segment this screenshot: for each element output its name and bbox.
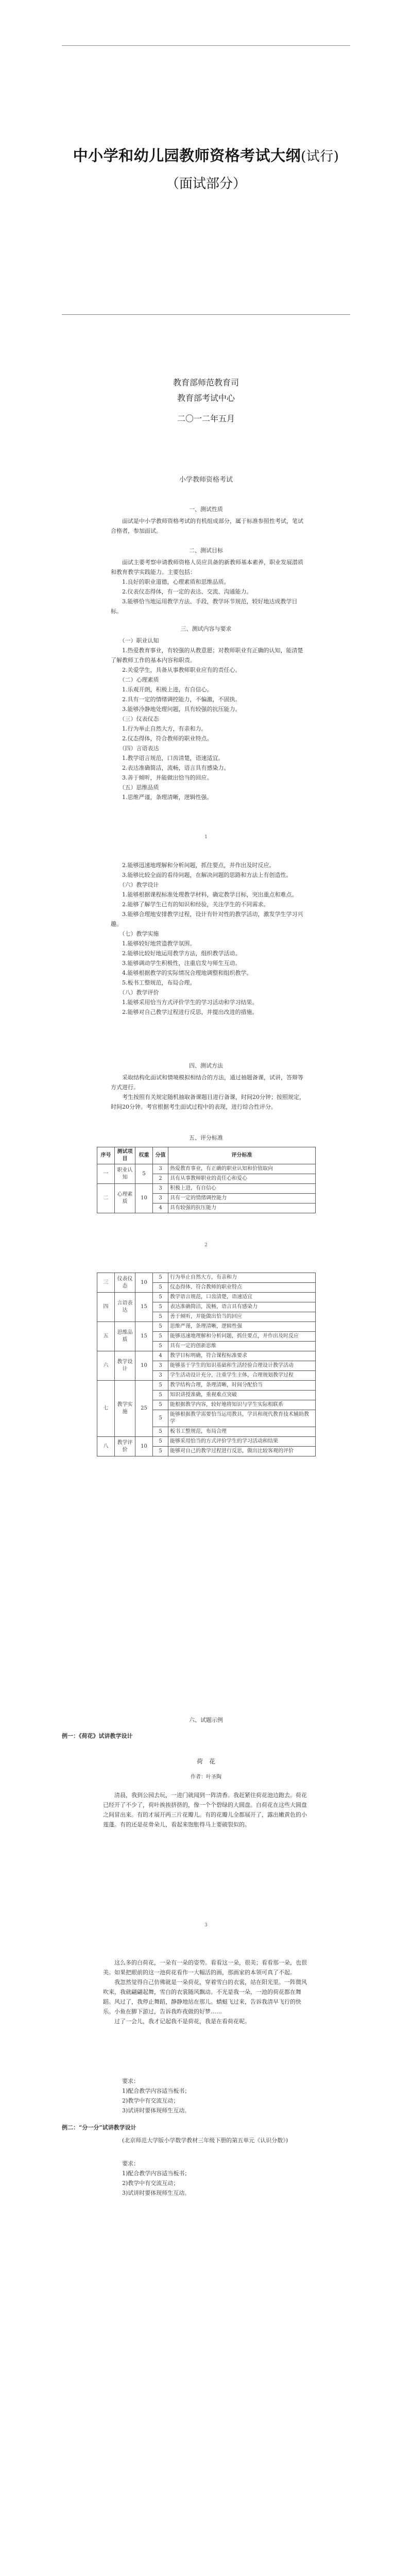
cell-points: 5 xyxy=(153,1332,168,1342)
p2-item: 3.能够合理地安排教学过程，设计有针对性的教学活动，激发学生学习兴趣。 xyxy=(111,911,303,927)
poem-author: 作者：叶圣陶 xyxy=(191,1774,221,1780)
cell-item: 教学评价 xyxy=(115,1437,135,1456)
cell-points: 5 xyxy=(153,1302,168,1312)
cell-criteria: 具有一定的情绪调控能力 xyxy=(168,1194,316,1204)
p2-item: 2.能够比较好地运用教学方法，组织教学活动。 xyxy=(122,950,241,957)
table-row xyxy=(97,1293,316,1302)
s3-item: 3.善于倾听，并能做出恰当的回应。 xyxy=(122,774,213,781)
cell-points: 5 xyxy=(153,1447,168,1456)
col-header: 分值 xyxy=(153,1147,168,1164)
p2-item: 4.能够根据教学的实际情况合理地调整和组织教学。 xyxy=(122,970,252,976)
cell-weight: 10 xyxy=(135,1273,153,1293)
cell-weight: 5 xyxy=(135,1164,153,1184)
bottom-rule xyxy=(62,314,350,315)
s3-item: 1.思维严谨，条理清晰，逻辑性强。 xyxy=(122,794,213,801)
s4-heading: 四、测试方法 xyxy=(189,1062,223,1069)
s3-item: 1.热爱教育事业，有较强的从教意愿；对教师职业有正确的认知，能清楚了解教师工作的基本内容和职责。 xyxy=(111,647,303,664)
s3-group-title: （四）言语表达 xyxy=(119,745,159,752)
p2-item: 2.能够了解学生已有的知识和经验，关注学生的不同需求。 xyxy=(122,901,269,908)
p2-item: 1.能够根据课程标准处理教学材料，确定教学目标，突出重点和难点。 xyxy=(122,891,298,898)
p2-body xyxy=(111,860,306,1017)
ex2-title xyxy=(62,2123,309,2132)
col-header: 评分标准 xyxy=(168,1147,316,1164)
poem-paragraph: 这么多的白荷花，一朵有一朵的姿势。看看这一朵，很美；看看那一朵，也很美。如果把眼前的这一池荷花看作一大幅活的画，那画家的本领可真了不起。 xyxy=(103,1959,307,1976)
p2-group-title: （七）教学实施 xyxy=(119,930,159,937)
s2-item: 2.仪表仪态得体，有一定的表达、交流、沟通能力。 xyxy=(122,588,252,595)
p2-group-title: （八）教学评价 xyxy=(119,989,159,996)
p2-group-title: （六）教学设计 xyxy=(119,882,159,888)
cell-points: 3 xyxy=(153,1371,168,1381)
requirements-label: 要求： xyxy=(122,2078,139,2084)
title-main: 中小学和幼儿园教师资格考试大纲 xyxy=(73,147,301,164)
ex1-title-text: 例一：《荷花》试讲教学设计 xyxy=(62,1733,133,1739)
cell-criteria: 教学语言规范，口齿清楚，语速适宜 xyxy=(168,1293,316,1302)
cell-criteria: 能够根据教学需要恰当运用教具，学具和现代教育技术辅助教学 xyxy=(168,1410,316,1427)
cell-criteria: 能根据教学内容，较好地将知识与学生实际相联系 xyxy=(168,1400,316,1410)
s4-body xyxy=(111,1073,306,1112)
cell-points: 5 xyxy=(153,1437,168,1447)
ex2-source xyxy=(111,2136,306,2145)
page-number: 3 xyxy=(204,1923,208,1928)
p2-item: 5.板书工整规范，布局合理。 xyxy=(122,979,196,986)
cell-criteria: 能够迅速地理解和分析问题，抓住要点，并作出及时反应 xyxy=(168,1332,316,1342)
poem-paragraph: 清晨，我到公园去玩，一进门就闻到一阵清香。我赶紧往荷花池边跑去。荷花已经开了不少了，荷叶挨挨挤挤的，像一个个碧绿的大圆盘。白荷花在这些大圆盘之间冒出来。有的才展开两三片花瓣儿。有的花瓣儿全都展开了，露出嫩黄色的小莲蓬。有的还是花骨朵儿，看起来饱胀得马上要破裂似的。 xyxy=(103,1792,307,1828)
table-row xyxy=(97,1437,316,1447)
score-table-part1 xyxy=(97,1147,316,1213)
p2-item: 2.能够迅速地理解和分析问题，抓住要点，并作出及时反应。 xyxy=(122,862,275,869)
issuer-1: 教育部师范教育司 xyxy=(173,378,239,387)
table-row xyxy=(97,1184,316,1194)
cell-no: 五 xyxy=(97,1322,115,1351)
cell-criteria: 热爱教育事业，有正确的职业认知和价值取向 xyxy=(168,1164,316,1174)
requirement-item: 3)试讲时要体现师生互动。 xyxy=(122,2107,191,2114)
table-row xyxy=(97,1381,316,1391)
s3-group-title: （一）职业认知 xyxy=(119,637,159,644)
cell-weight: 10 xyxy=(135,1351,153,1381)
cell-criteria: 具有较强的抗压能力 xyxy=(168,1204,316,1213)
s4-paragraph: 采取结构化面试和情境模拟相结合的方法，通过抽题备课，试讲，答辩等方式进行。 xyxy=(111,1074,303,1091)
p2-item: 3.能够比较全面的看待问题，在解决问题的思路和方法上有创造性。 xyxy=(122,872,292,878)
ex2-title-text: 例二：“分一分”试讲教学设计 xyxy=(62,2124,136,2131)
cell-criteria: 具有从事教师职业的责任心和爱心 xyxy=(168,1174,316,1184)
cell-criteria: 能够采用恰当的方式评价学生的学习活动和结果 xyxy=(168,1437,316,1447)
cell-points: 3 xyxy=(153,1184,168,1194)
s3-item: 2.表达准确简洁，流畅，语言具有感染力。 xyxy=(122,765,230,771)
cell-no: 四 xyxy=(97,1293,115,1322)
cell-item: 心理素质 xyxy=(115,1184,135,1213)
s3-group-title: （三）仪表仪态 xyxy=(119,716,159,722)
cell-item: 言语表达 xyxy=(115,1293,135,1322)
cell-criteria: 知识讲授准确，重视难点突破 xyxy=(168,1391,316,1400)
s5-heading: 五、评分标准 xyxy=(189,1134,223,1141)
s3-item: 3.能够冷静地处理问题，具有较强的抗压能力。 xyxy=(122,706,241,713)
cell-weight: 25 xyxy=(135,1381,153,1437)
cell-criteria: 表达准确简洁，流畅，语言具有感染力 xyxy=(168,1302,316,1312)
cell-item: 教学实施 xyxy=(115,1381,135,1437)
cell-criteria: 学生活动设计充分，注重学生主体，合理规划教学过程 xyxy=(168,1371,316,1381)
cell-points: 4 xyxy=(153,1204,168,1213)
poem-body-p3 xyxy=(103,1790,309,1829)
req1-block xyxy=(111,2076,306,2115)
poem-paragraph: 过了一会儿，我才记起我不是荷花，我是在看荷花呢。 xyxy=(114,2018,250,2025)
document-title xyxy=(31,144,381,165)
cell-points: 5 xyxy=(153,1283,168,1293)
page-number: 1 xyxy=(204,835,208,840)
cell-criteria: 具有一定的创新思维 xyxy=(168,1342,316,1351)
requirement-item: 1)配合教学内容适当板书； xyxy=(122,2170,191,2177)
p2-item: 1.能够采用恰当方式评价学生的学习活动和学习结果。 xyxy=(122,999,258,1006)
s3-group-title: （二）心理素质 xyxy=(119,676,159,683)
table-row xyxy=(97,1164,316,1174)
cell-item: 仪表仪态 xyxy=(115,1273,135,1293)
col-header: 测试项目 xyxy=(115,1147,135,1164)
cell-criteria: 板书工整规范，布局合理 xyxy=(168,1427,316,1437)
s1-paragraph: 面试是中小学教师资格考试的有机组成部分，属于标准参照性考试，笔试合格者，参加面试。 xyxy=(111,518,303,534)
p2-item: 1.能够较好地营造教学氛围。 xyxy=(122,940,196,947)
requirement-item: 2)教学中有交流互动； xyxy=(122,2180,179,2187)
cell-points: 3 xyxy=(153,1194,168,1204)
s3-item: 2.具有一定的情绪调控能力，不偏激，不固执。 xyxy=(122,696,241,703)
title-trial: (试行) xyxy=(301,149,339,164)
s3-item: 2.关爱学生，具备从事教师职业应有的责任心。 xyxy=(122,667,241,673)
cell-points: 5 xyxy=(153,1381,168,1391)
s1-heading: 一、测试性质 xyxy=(189,506,223,513)
s3-item: 1.乐观开朗，积极上进，有自信心。 xyxy=(122,686,213,693)
s2-item: 3.能够恰当地运用教学方法、手段，教学环节规范，较好地达成教学目标。 xyxy=(111,598,298,615)
cell-weight: 10 xyxy=(135,1184,153,1213)
table-row xyxy=(97,1351,316,1361)
requirement-item: 1)配合教学内容适当板书； xyxy=(122,2088,191,2094)
cell-weight: 15 xyxy=(135,1322,153,1351)
cell-points: 5 xyxy=(153,1400,168,1410)
cell-criteria: 能够基于学生的知识基础和生活经验合理设计教学活动 xyxy=(168,1361,316,1371)
s3-heading: 三、测试内容与要求 xyxy=(180,625,232,632)
cell-criteria: 教学目标明确，符合课程标准要求 xyxy=(168,1351,316,1361)
s2-intro: 面试主要考察申请教师资格人员应具备的新教师基本素养，职业发展潜质和教育教学实践能力。主要包括： xyxy=(111,559,303,575)
cell-criteria: 能够对自己的教学过程进行反思，做出比较客观的评价 xyxy=(168,1447,316,1456)
s3-group-title: （五）思维品质 xyxy=(119,784,159,791)
cell-points: 2 xyxy=(153,1174,168,1184)
score-table-part2 xyxy=(97,1273,316,1456)
cell-points: 5 xyxy=(153,1342,168,1351)
cell-no: 一 xyxy=(97,1164,115,1184)
cell-points: 5 xyxy=(153,1273,168,1283)
top-rule xyxy=(62,45,350,46)
cell-criteria: 积极上进，有自信心 xyxy=(168,1184,316,1194)
cell-criteria: 教学结构合理，条理清晰，时间分配恰当 xyxy=(168,1381,316,1391)
p2-item: 2.能够对自己教学过程进行反思，并提出改进的措施。 xyxy=(122,1009,258,1015)
cell-no: 三 xyxy=(97,1273,115,1293)
cell-criteria: 仪态得体，符合教师的职业特点 xyxy=(168,1283,316,1293)
page-number: 2 xyxy=(204,1243,208,1248)
cell-no: 二 xyxy=(97,1184,115,1213)
table-header-row xyxy=(97,1147,316,1164)
ex1-title xyxy=(62,1731,309,1741)
cell-weight: 10 xyxy=(135,1437,153,1456)
col-header: 序号 xyxy=(97,1147,115,1164)
s6-heading: 六、试题示例 xyxy=(189,1717,223,1723)
cell-weight: 15 xyxy=(135,1293,153,1322)
issue-date: 二〇一二年五月 xyxy=(177,414,235,423)
table-row xyxy=(97,1322,316,1332)
poem-body-p4 xyxy=(103,1958,309,2026)
p2-item: 3.能够调动学生积极性，注重启发与师生互动。 xyxy=(122,960,241,967)
cell-item: 思维品质 xyxy=(115,1322,135,1351)
req2-block xyxy=(111,2159,306,2198)
cell-points: 3 xyxy=(153,1361,168,1371)
cell-points: 5 xyxy=(153,1312,168,1322)
s2-item: 1.良好的职业道德，心理素质和思维品质。 xyxy=(122,579,230,585)
table-row xyxy=(97,1273,316,1283)
cell-criteria: 思维严谨，条理清晰，逻辑性强 xyxy=(168,1322,316,1332)
s1-body xyxy=(111,516,306,536)
cell-criteria: 行为举止自然大方，有亲和力 xyxy=(168,1273,316,1283)
s4-paragraph: 考生按照有关规定随机抽取备课题目进行备课，时间20分钟；按照规定，时间20分钟。考官根据考生面试过程中的表现，进行综合性评分。 xyxy=(111,1094,305,1110)
cell-no: 六 xyxy=(97,1351,115,1381)
cell-points: 5 xyxy=(153,1427,168,1437)
exam-type-title: 小学教师资格考试 xyxy=(179,476,233,484)
cell-points: 4 xyxy=(153,1351,168,1361)
cell-points: 3 xyxy=(153,1164,168,1174)
issuer-2: 教育部考试中心 xyxy=(177,393,235,403)
s3-item: 1.行为举止自然大方，有亲和力。 xyxy=(122,725,207,732)
cell-points: 5 xyxy=(153,1410,168,1427)
requirements-label: 要求： xyxy=(122,2160,139,2167)
poem-title: 荷 花 xyxy=(196,1758,215,1765)
cell-no: 七 xyxy=(97,1381,115,1437)
cell-points: 5 xyxy=(153,1293,168,1302)
col-header: 权重 xyxy=(135,1147,153,1164)
poem-paragraph: 我忽然觉得自己仿佛就是一朵荷花，穿着雪白的衣裳，站在阳光里。一阵微风吹来，我就翩翩起舞，雪白的衣裳随风飘动。不光是我一朵，一池的荷花都在舞蹈。风过了，我停止舞蹈，静静地站在那儿。蜻蜓飞过来，告诉我清早飞行的快乐。小鱼在脚下游过，告诉我昨夜做的好梦…… xyxy=(103,1979,307,2015)
s2-heading: 二、测试目标 xyxy=(189,547,223,554)
cell-criteria: 善于倾听，并能做出恰当的回应 xyxy=(168,1312,316,1322)
s2-body xyxy=(111,557,306,616)
cell-points: 5 xyxy=(153,1391,168,1400)
ex2-source-text: (北京师范大学版小学数学教材三年级下册的第五单元《认识分数》) xyxy=(122,2137,288,2144)
cell-item: 职业认知 xyxy=(115,1164,135,1184)
cell-no: 八 xyxy=(97,1437,115,1456)
document-subtitle: （面试部分） xyxy=(165,176,246,192)
s3-item: 1.教学语言规范，口齿清楚，语速适宜。 xyxy=(122,755,224,761)
requirement-item: 2)教学中有交流互动； xyxy=(122,2097,179,2104)
s3-body xyxy=(111,636,306,802)
cell-item: 教学设计 xyxy=(115,1351,135,1381)
s3-item: 2.仪态得体，符合教师的职业特点。 xyxy=(122,735,213,742)
requirement-item: 3)试讲时要体现师生互动。 xyxy=(122,2190,191,2196)
cell-points: 5 xyxy=(153,1322,168,1332)
